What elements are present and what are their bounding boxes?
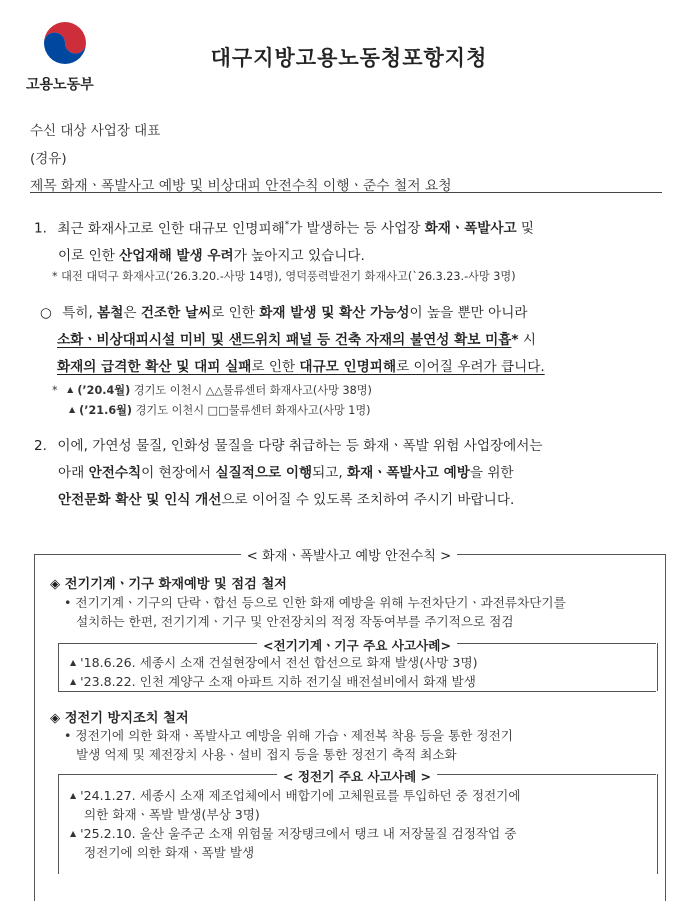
static-case-list: ▲ '24.1.27. 세종시 소재 제조업체에서 배합기에 고체원료를 투입하던 중 정전기에 의한 화재ㆍ폭발 발생(부상 3명) ▲ '25.2.10. 울산 울주군 소재 위험물 저장탱크에서 탱크 내 저장물질 검정작업 중 정전기에 의한 화재ㆍ폭발 발생: [70, 788, 521, 860]
ministry-name: 고용노동부: [26, 77, 94, 93]
incident-notes: * ▲ (’20.4월) 경기도 이천시 △△물류센터 화재사고(사망 38명) ▲ (’21.6월) 경기도 이천시 □□물류센터 화재사고(사망 1명): [52, 384, 372, 417]
section-heading-static: ◈ 정전기 방지조치 철저: [50, 711, 189, 726]
triangle-bullet-icon: ▲: [67, 385, 74, 394]
item-number: 2.: [34, 438, 47, 454]
item-2: 2. 이에, 가연성 물질, 인화성 물질을 다량 취급하는 등 화재ㆍ폭발 위험 사업장에서는 아래 안전수칙이 현장에서 실질적으로 이행되고, 화재ㆍ폭발사고 예방을 위한 안전문화 확산 및 인식 개선으로 이어질 수 있도록 조치하여 주시기 바랍니다.: [34, 438, 543, 508]
triangle-bullet-icon: ▲: [70, 677, 77, 686]
recipient-line: 수신 대상 사업장 대표: [30, 123, 161, 139]
subject-line: 제목 화재ㆍ폭발사고 예방 및 비상대피 안전수칙 이행ㆍ준수 철저 요청: [30, 178, 452, 194]
via-line: (경유): [30, 151, 67, 167]
triangle-bullet-icon: ▲: [70, 829, 77, 838]
electrical-case-list: ▲ '18.6.26. 세종시 소재 건설현장에서 전선 합선으로 화재 발생(사망 3명) ▲ '23.8.22. 인천 계양구 소재 아파트 지하 전기실 배전설비에서 화재 발생: [70, 655, 478, 689]
electrical-cases-title: <전기기계ㆍ기구 주요 사고사례>: [58, 635, 656, 654]
item-number: 1.: [34, 220, 47, 237]
guide-title: < 화재ㆍ폭발사고 예방 안전수칙 >: [0, 545, 698, 564]
electrical-cases-bottom: [58, 691, 656, 692]
agency-title: 대구지방고용노동청포항지청: [210, 46, 488, 70]
item-1: 1. 최근 화재사고로 인한 대규모 인명피해*가 발생하는 등 사업장 화재ㆍ폭발사고 및 이로 인한 산업재해 발생 우려가 높아지고 있습니다.: [34, 220, 535, 264]
triangle-bullet-icon: ▲: [70, 791, 77, 800]
circle-item: ○ 특히, 봄철은 건조한 날씨로 인한 화재 발생 및 확산 가능성이 높을 뿐만 아니라 소화ㆍ비상대피시설 미비 및 샌드위치 패널 등 건축 자재의 불연성 확보 미흡* 시 화재의 급격한 확산 및 대피 실패로 인한 대규모 인명피해로 이어질 우려가 큽니다.: [40, 305, 545, 375]
section-heading-electrical: ◈ 전기기계ㆍ기구 화재예방 및 점검 철저: [50, 577, 287, 592]
section-body-static: • 정전기에 의한 화재ㆍ폭발사고 예방을 위해 가습ㆍ제전복 착용 등을 통한 정전기 발생 억제 및 제전장치 사용ㆍ설비 접지 등을 통한 정전기 축적 최소화: [64, 728, 513, 762]
subject-divider: [30, 192, 662, 193]
triangle-bullet-icon: ▲: [69, 405, 76, 414]
triangle-bullet-icon: ▲: [70, 658, 77, 667]
footnote-1: * 대전 대덕구 화재사고(’26.3.20.-사망 14명), 영덕풍력발전기 화재사고(`26.3.23.-사망 3명): [52, 270, 516, 283]
section-body-electrical: • 전기기계ㆍ기구의 단락ㆍ합선 등으로 인한 화재 예방을 위해 누전차단기ㆍ과전류차단기를 설치하는 한편, 전기기계ㆍ기구 및 안전장치의 적정 작동여부를 주기적으로 점검: [64, 595, 566, 629]
circle-bullet: ○: [40, 305, 52, 321]
static-cases-title: < 정전기 주요 사고사례 >: [58, 766, 656, 785]
